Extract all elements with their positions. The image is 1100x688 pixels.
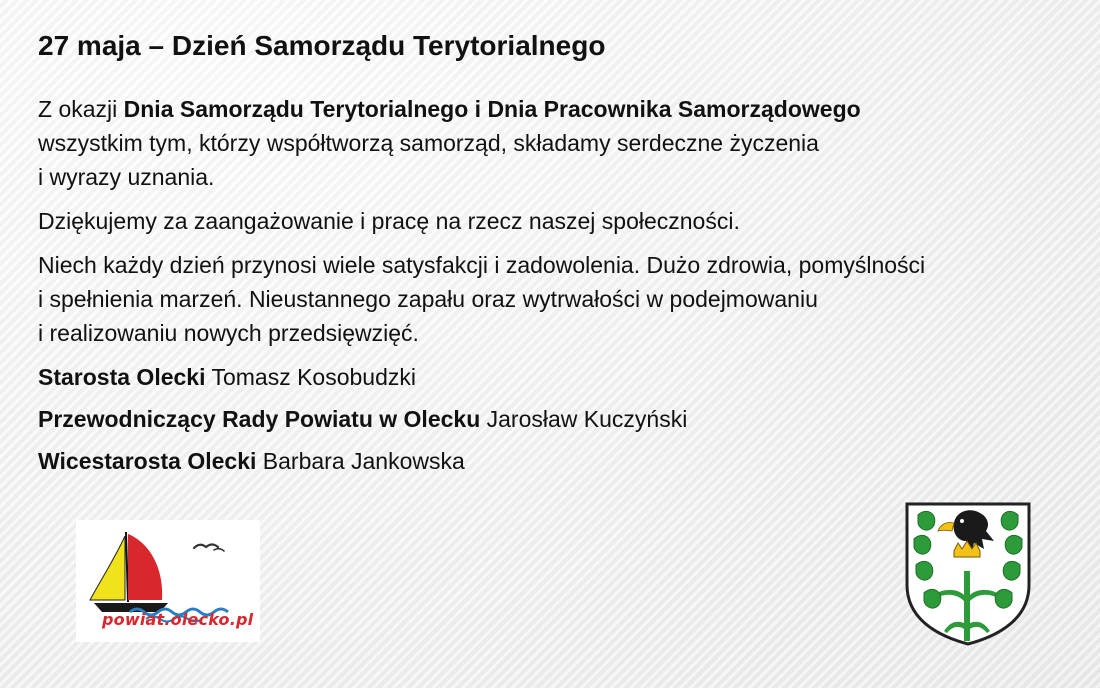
greeting-bold: Dnia Samorządu Terytorialnego i Dnia Pracownika Samorządowego	[123, 96, 861, 122]
wishes-line-3: i realizowaniu nowych przedsięwzięć.	[38, 320, 419, 346]
signature-role: Przewodniczący Rady Powiatu w Olecku	[38, 406, 481, 432]
page-title: 27 maja – Dzień Samorządu Terytorialnego	[38, 30, 606, 61]
signature-role: Starosta Olecki	[38, 364, 206, 390]
wishes-line-1: Niech każdy dzień przynosi wiele satysfakcji i zadowolenia. Dużo zdrowia, pomyślności	[38, 252, 926, 278]
powiat-olecko-logo	[76, 520, 260, 642]
signature-wicestarosta	[38, 444, 1068, 478]
signature-name: Tomasz Kosobudzki	[211, 364, 416, 390]
signature-starosta	[38, 360, 1068, 394]
signature-przewodniczacy	[38, 402, 1068, 436]
greeting-lead: Z okazji	[38, 96, 124, 122]
thanks-paragraph: Dziękujemy za zaangażowanie i pracę na rzecz naszej społeczności.	[38, 208, 740, 234]
wishes-paragraph	[38, 248, 1068, 350]
announcement-content	[38, 26, 1068, 486]
greeting-line-2: wszystkim tym, którzy współtworzą samorząd, składamy serdeczne życzenia	[38, 130, 819, 156]
logo-text: powiat.olecko.pl	[102, 610, 254, 629]
signature-role: Wicestarosta Olecki	[38, 448, 257, 474]
coat-of-arms	[904, 501, 1032, 647]
signature-name: Jarosław Kuczyński	[486, 406, 688, 432]
wishes-line-2: i spełnienia marzeń. Nieustannego zapału oraz wytrwałości w podejmowaniu	[38, 286, 818, 312]
signature-name: Barbara Jankowska	[262, 448, 465, 474]
greeting-line-3: i wyrazy uznania.	[38, 164, 215, 190]
coat-of-arms-icon	[904, 501, 1032, 647]
greeting-paragraph	[38, 92, 1068, 194]
